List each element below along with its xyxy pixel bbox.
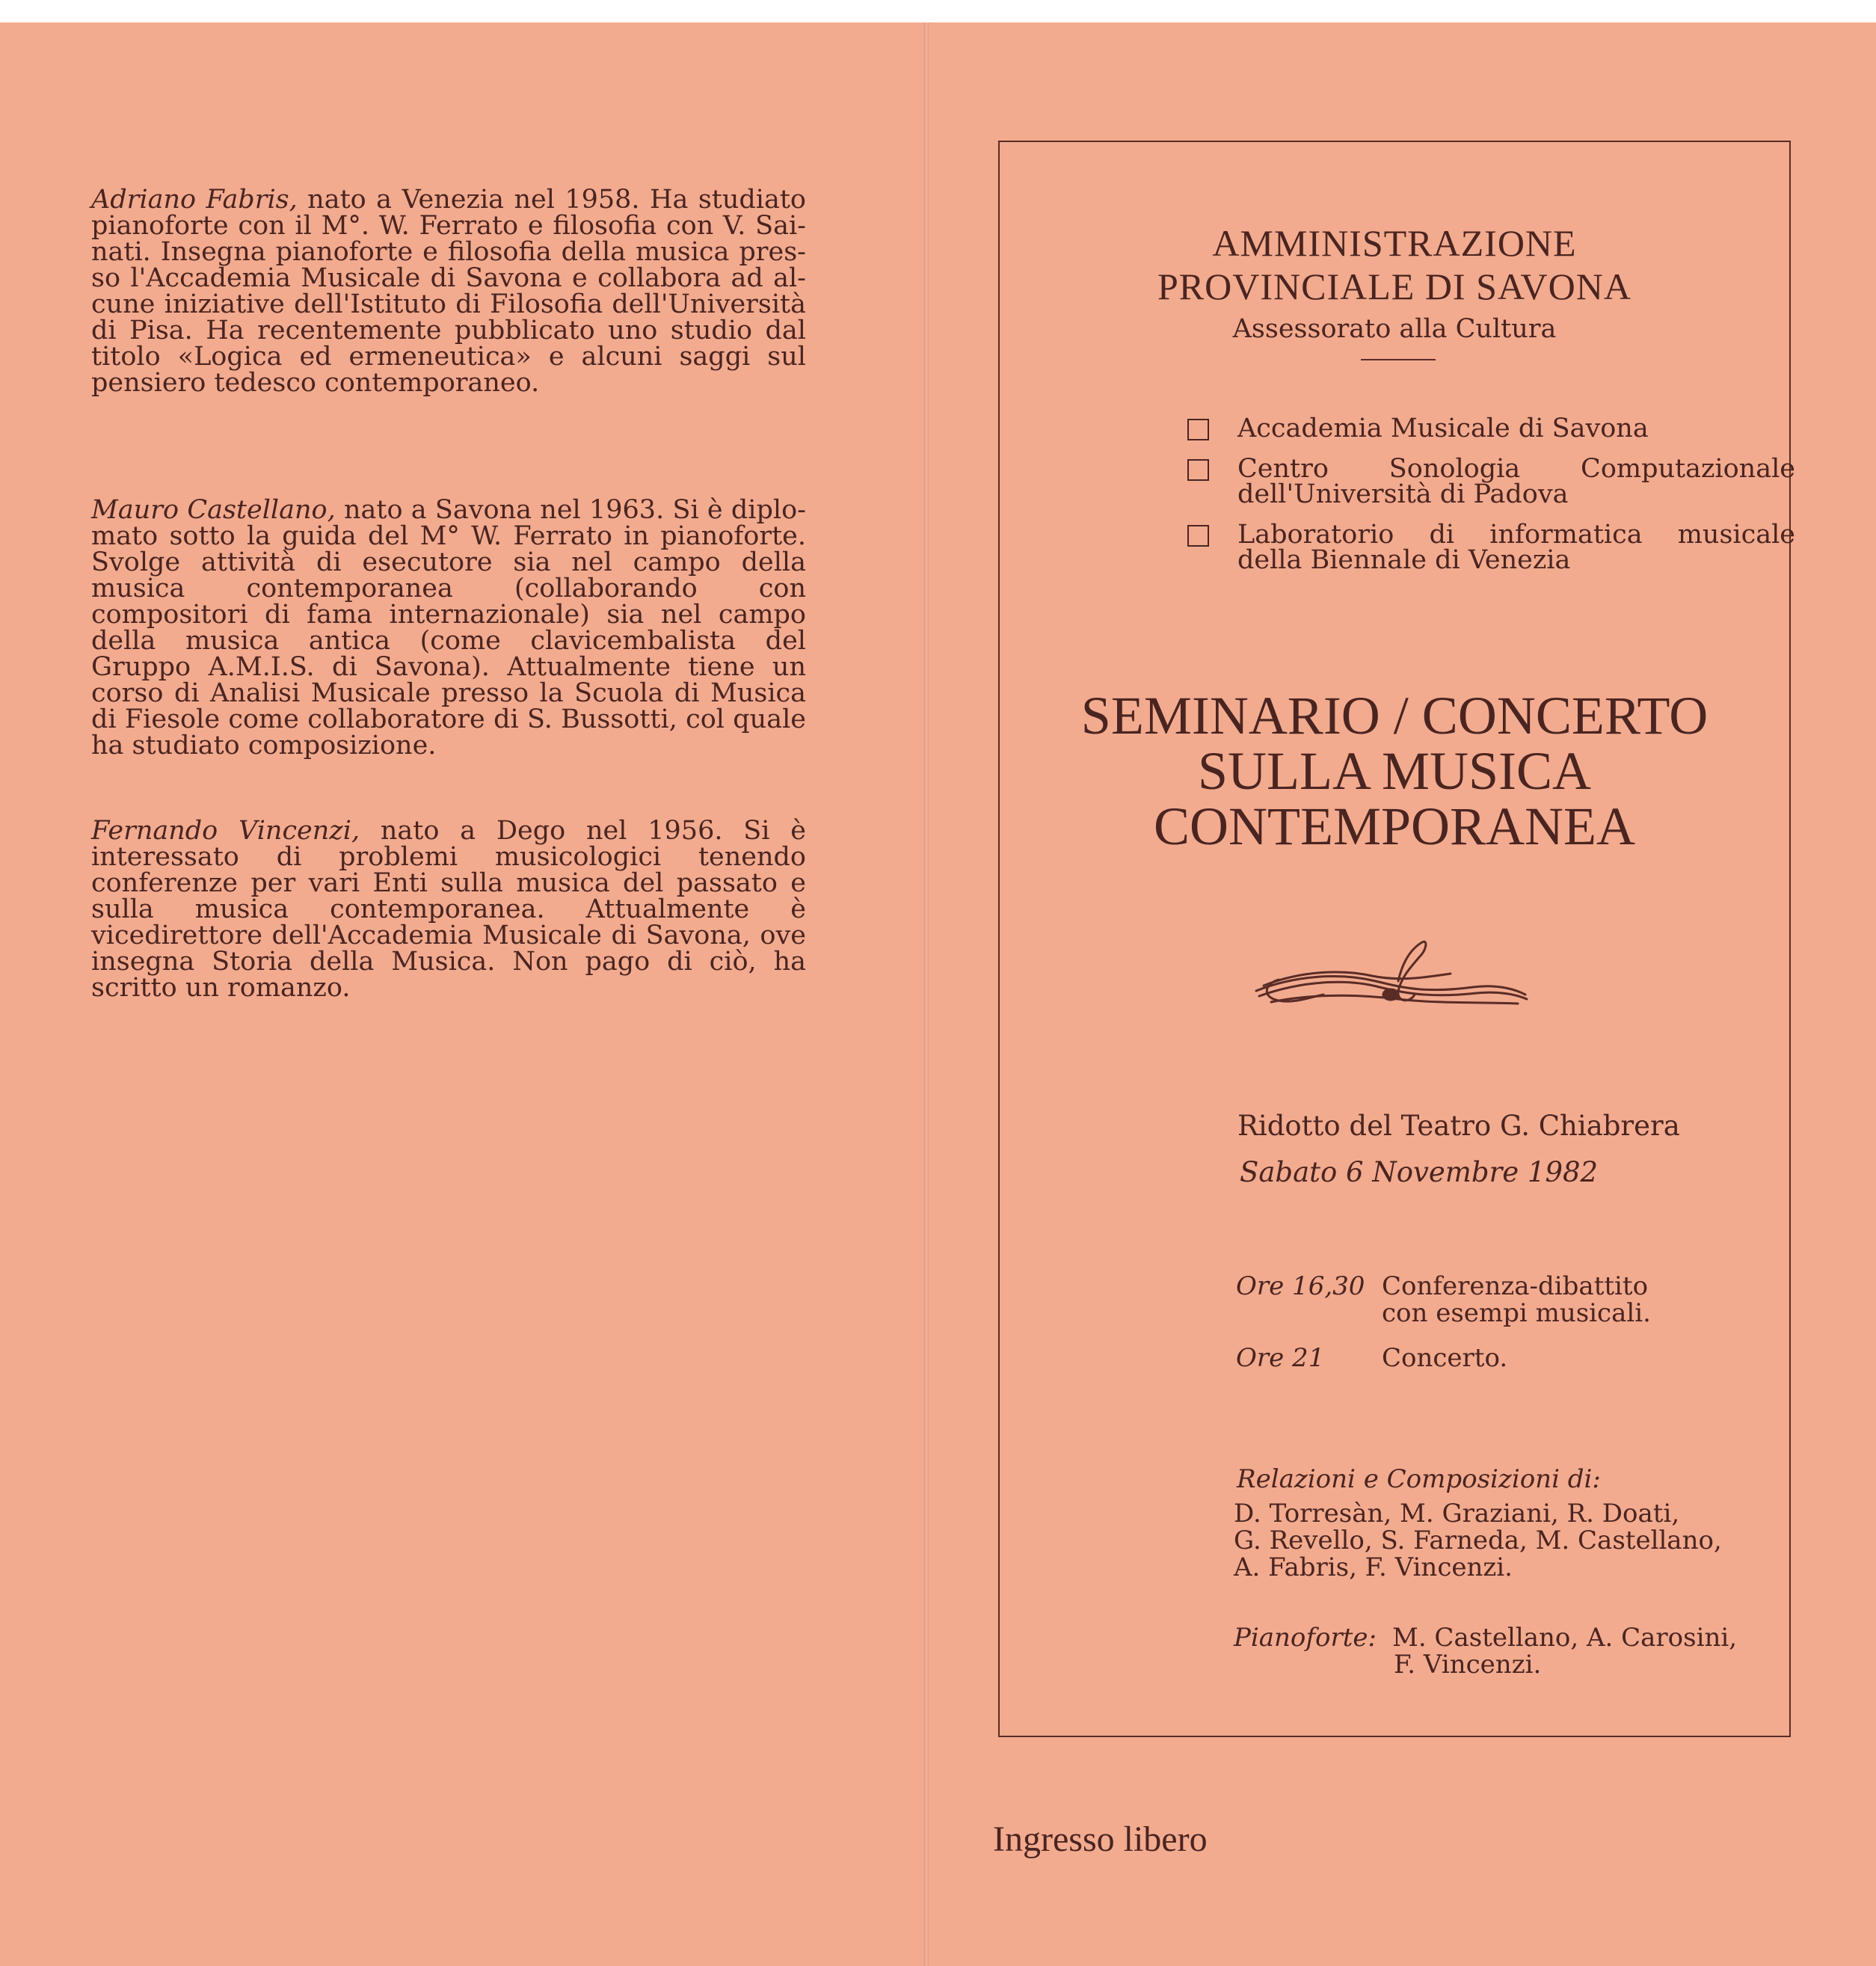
pianoforte-names: [1392, 1624, 1737, 1678]
event-date: Sabato 6 Novembre 1982: [1240, 1156, 1599, 1188]
names-line: F. Vincenzi.: [1394, 1650, 1542, 1680]
checkbox-square-icon: [1187, 419, 1209, 440]
institution-line-1: Centro Sonologia Computazionale: [1237, 454, 1795, 484]
org-line-1: AMMINISTRAZIONE: [1212, 222, 1577, 264]
bio-text: nato a Venezia nel 1958. Ha studiato pianoforte con il M°. W. Ferrato e filosofia con V. Sainati. Insegna pianoforte e filosofia della musica presso l'Accademia Musicale di Savona e collabora ad alcune iniziative dell'Istituto di Filosofia dell'Università di Pisa. Ha recentemente pubblicato uno studio dal titolo «Logica ed ermeneutica» e alcuni saggi sul pensiero tedesco contemporaneo.: [91, 185, 807, 398]
bio-name: Adriano Fabris,: [91, 185, 298, 215]
institution-line-1: Laboratorio di informatica musicale: [1237, 520, 1795, 550]
bio-name: Mauro Castellano,: [91, 495, 336, 525]
center-fold: [924, 22, 929, 1966]
divider-rule: [1361, 359, 1436, 360]
institution-line-1: Accademia Musicale di Savona: [1237, 414, 1649, 443]
music-flourish-ornament-icon: [1249, 935, 1533, 1017]
title-line-3: CONTEMPORANEA: [1153, 796, 1636, 856]
bio-name: Fernando Vincenzi,: [91, 816, 360, 846]
activity-line-2: con esempi musicali.: [1382, 1298, 1651, 1328]
names-line: D. Torresàn, M. Graziani, R. Doati,: [1234, 1499, 1680, 1529]
schedule-activity: Concerto.: [1382, 1343, 1508, 1373]
activity-line-1: Conferenza-dibattito: [1382, 1271, 1649, 1301]
institution-item: [1187, 522, 1795, 573]
checkbox-square-icon: [1187, 459, 1209, 481]
relazioni-names: [1234, 1500, 1722, 1581]
institution-item: [1187, 416, 1795, 441]
event-title: [998, 688, 1791, 854]
institution-line-2: dell'Università di Padova: [1237, 479, 1569, 509]
title-line-2: SULLA MUSICA: [1197, 741, 1592, 801]
schedule-activity: [1382, 1273, 1651, 1327]
pianoforte-label: Pianoforte:: [1234, 1623, 1377, 1653]
schedule-time: Ore 16,30: [1236, 1271, 1365, 1301]
bio-text: nato a Dego nel 1956. Si è interessato di problemi musicologici tenendo conferenze per vari Enti sulla musica del passato e sulla musica contemporanea. Attualmente è vicedirettore dell'Accademia Musicale di Savona, ove insegna Storia della Musica. Non pago di ciò, ha scritto un romanzo.: [91, 816, 806, 1003]
free-entry-note: Ingresso libero: [993, 1819, 1208, 1859]
bio-text: nato a Savona nel 1963. Si è diplomato sotto la guida del M° W. Ferrato in pianoforte. Svolge attività di esecutore sia nel campo della musica contemporanea (collaborando con compositori di fama internazionale) sia nel campo della musica antica (come clavicembalista del Gruppo A.M.I.S. di Savona). Attualmente tiene un corso di Analisi Musicale presso la Scuola di Musica di Fiesole come collaboratore di S. Bussotti, col quale ha studiato composizione.: [91, 495, 806, 761]
schedule-time: Ore 21: [1236, 1343, 1325, 1373]
institution-line-2: della Biennale di Venezia: [1237, 545, 1571, 575]
organization-heading: [998, 221, 1791, 308]
venue: Ridotto del Teatro G. Chiabrera: [1237, 1110, 1680, 1142]
names-line: G. Revello, S. Farneda, M. Castellano,: [1234, 1526, 1722, 1555]
title-line-1: SEMINARIO / CONCERTO: [1080, 686, 1709, 746]
bio-adriano-fabris: [91, 187, 806, 396]
org-line-2: PROVINCIALE DI SAVONA: [1157, 265, 1631, 307]
institution-item: [1187, 456, 1795, 507]
names-line: A. Fabris, F. Vincenzi.: [1234, 1552, 1513, 1582]
relazioni-label: Relazioni e Composizioni di:: [1237, 1464, 1601, 1494]
bio-mauro-castellano: [91, 497, 806, 759]
bio-fernando-vincenzi: [91, 818, 806, 1001]
names-line: M. Castellano, A. Carosini,: [1392, 1623, 1738, 1653]
assessorato-subtitle: Assessorato alla Cultura: [1232, 314, 1557, 344]
checkbox-square-icon: [1187, 525, 1209, 547]
